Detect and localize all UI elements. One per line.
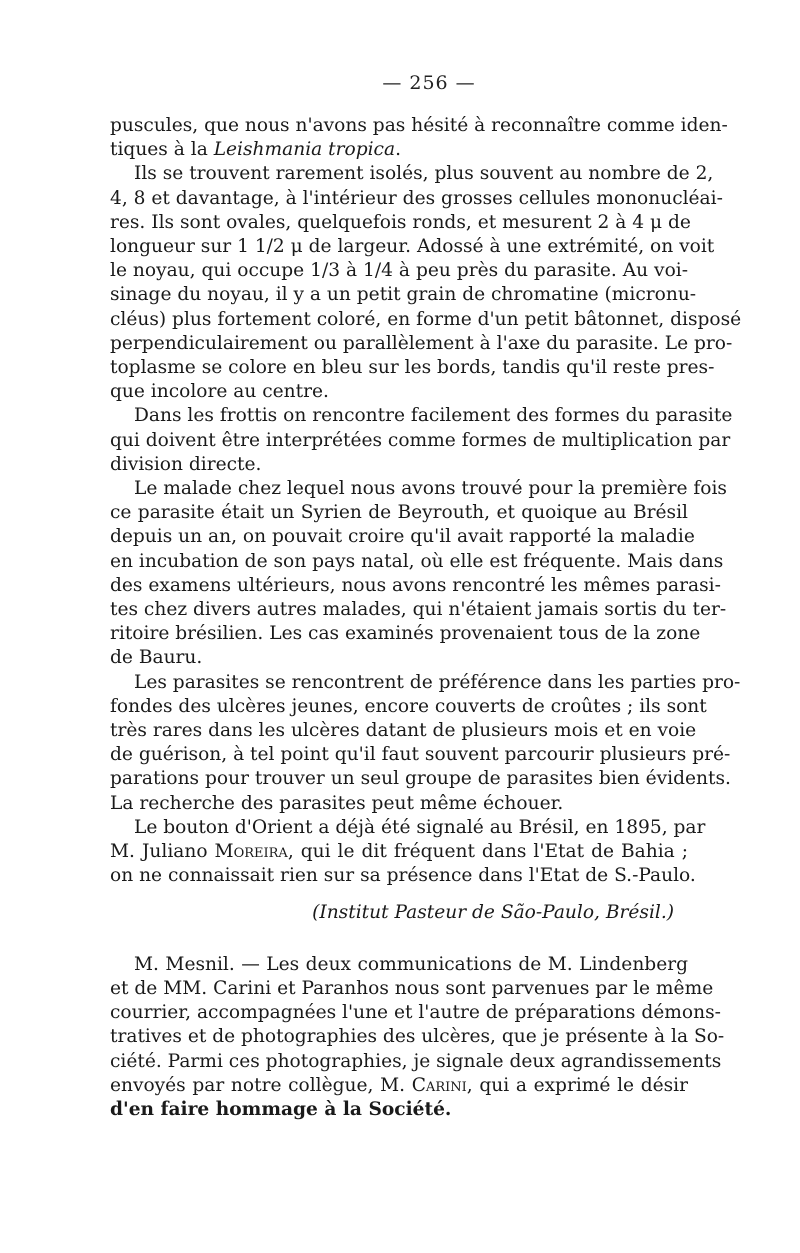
text-line: depuis un an, on pouvait croire qu'il avait rapporté la maladie [110, 526, 695, 548]
text-line: longueur sur 1 1/2 μ de largeur. Adossé à une extrémité, on voit [110, 236, 715, 258]
text-line: très rares dans les ulcères datant de plusieurs mois et en voie [110, 720, 697, 742]
text-line: ce parasite était un Syrien de Beyrouth, et quoique au Brésil [110, 502, 688, 524]
text-line: division directe. [110, 453, 262, 475]
text-line: ciété. Parmi ces photographies, je signale deux agrandissements [110, 1050, 722, 1072]
paragraph-continuation [110, 114, 728, 162]
text-line: M. Mesnil. — Les deux communications de M. Lindenberg [134, 953, 688, 975]
text-line: le noyau, qui occupe 1/3 à 1/4 à peu près du parasite. Au voi- [110, 260, 688, 282]
paragraph-malade [110, 477, 727, 671]
text-line: Le malade chez lequel nous avons trouvé pour la première fois [134, 478, 727, 500]
text-line: toplasme se colore en bleu sur les bords, tandis qu'il reste pres- [110, 357, 715, 379]
text-line: tratives et de photographies des ulcères, que je présente à la So- [110, 1026, 725, 1048]
text-line: fondes des ulcères jeunes, encore couverts de croûtes ; ils sont [110, 695, 707, 717]
text-line: en incubation de son pays natal, où elle est fréquente. Mais dans [110, 550, 724, 572]
paragraph-bouton-orient [110, 816, 706, 889]
text-line: perpendiculairement ou parallèlement à l'axe du parasite. Le pro- [110, 332, 733, 354]
text-line: des examens ultérieurs, nous avons rencontré les mêmes parasi- [110, 574, 721, 596]
paragraph-mesnil-remarks [110, 953, 725, 1122]
text-line: que incolore au centre. [110, 381, 329, 403]
text-line: 4, 8 et davantage, à l'intérieur des grosses cellules mononucléai- [110, 187, 723, 209]
text-line: on ne connaissait rien sur sa présence dans l'Etat de S.-Paulo. [110, 865, 696, 887]
text-line: Dans les frottis on rencontre facilement des formes du parasite [134, 405, 733, 427]
paragraph-frottis [110, 404, 733, 477]
text-line: res. Ils sont ovales, quelquefois ronds, et mesurent 2 à 4 μ de [110, 211, 691, 233]
text-line: parations pour trouver un seul groupe de parasites bien évidents. [110, 768, 731, 790]
text-line: ritoire brésilien. Les cas examinés provenaient tous de la zone [110, 623, 701, 645]
paragraph-parasites [110, 671, 741, 816]
text-line: Ils se trouvent rarement isolés, plus souvent au nombre de 2, [134, 163, 714, 185]
text-line: Le bouton d'Orient a déjà été signalé au Brésil, en 1895, par [134, 816, 706, 838]
page-number: — 256 — [382, 72, 476, 94]
text-line: Les parasites se rencontrent de préférence dans les parties pro- [134, 671, 741, 693]
text-line: M. Juliano Moreira, qui le dit fréquent dans l'Etat de Bahia ; [110, 841, 688, 863]
text-line: qui doivent être interprétées comme formes de multiplication par [110, 429, 731, 451]
text-line: cléus) plus fortement coloré, en forme d'un petit bâtonnet, disposé [110, 308, 742, 330]
styled-word: Moreira [214, 841, 288, 863]
text-line: de Bauru. [110, 647, 203, 669]
text-line: tes chez divers autres malades, qui n'étaient jamais sortis du ter- [110, 599, 727, 621]
text-line: puscules, que nous n'avons pas hésité à reconnaître comme iden- [110, 115, 728, 136]
paragraph-morphology [110, 162, 742, 404]
text-line: et de MM. Carini et Paranhos nous sont parvenues par le même [110, 977, 714, 999]
text-line: tiques à la Leishmania tropica. [110, 139, 401, 161]
text-line: courrier, accompagnées l'une et l'autre de préparations démons- [110, 1002, 721, 1024]
document-page [110, 72, 742, 1122]
text-line: envoyés par notre collègue, M. Carini, qui a exprimé le désir [110, 1074, 688, 1096]
affiliation-signature: (Institut Pasteur de São-Paulo, Brésil.) [312, 901, 674, 923]
styled-word: Leishmania tropica [213, 139, 396, 161]
styled-word: Carini [411, 1074, 467, 1096]
text-line: sinage du noyau, il y a un petit grain de chromatine (micronu- [110, 284, 697, 306]
text-line: La recherche des parasites peut même échouer. [110, 792, 564, 814]
text-line: d'en faire hommage à la Société. [110, 1098, 452, 1120]
text-line: de guérison, à tel point qu'il faut souvent parcourir plusieurs pré- [110, 744, 731, 766]
